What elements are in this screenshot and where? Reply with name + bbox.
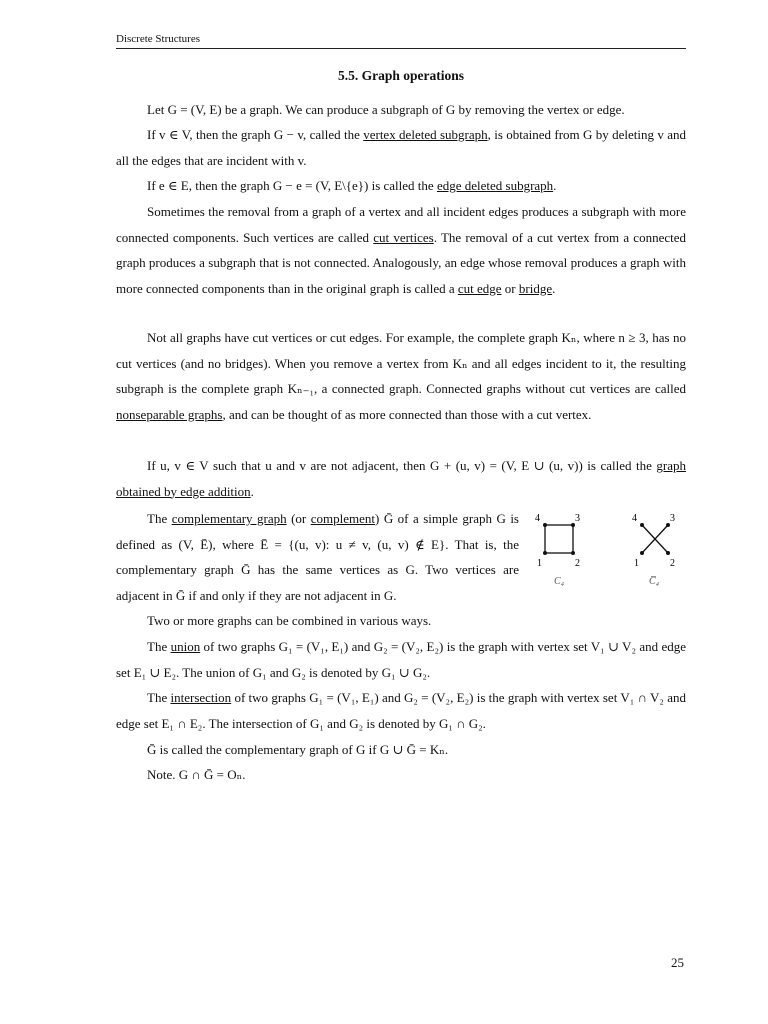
c4bar-vertex-4: [640, 523, 644, 527]
paragraph-5: [116, 325, 686, 427]
p5-text-a: Not all graphs have cut vertices or cut edges. For example, the complete graph Kₙ, where n ≥ 3, has no cut vertices (and no bridges). When you remove a vertex from Kₙ and all edges incident to it, the resulting subgraph is the complete graph Kₙ₋₁, a connected graph. Connected graphs without cut vertices are called: [116, 330, 686, 396]
c4bar-vertex-3: [666, 523, 670, 527]
paragraph-7: [116, 506, 519, 608]
p10-text-b: of two graphs G₁ = (V₁, E₁) and G₂ = (V₂, E₂) is the graph with vertex set V₁ ∩ V₂ and edge set E₁ ∩ E₂. The intersection of G₁ and G₂ is denoted by G₁ ∩ G₂.: [116, 690, 686, 731]
c4-label-4: 4: [535, 513, 540, 524]
term-edge-addition: graph obtained by edge addition: [116, 458, 686, 499]
c4-vertex-1: [543, 551, 547, 555]
c4bar-vertex-2: [666, 551, 670, 555]
graph-figure: [528, 506, 688, 590]
running-header: Discrete Structures: [116, 33, 686, 49]
c4-vertex-3: [571, 523, 575, 527]
paragraph-9: [116, 634, 686, 685]
term-cut-edge: cut edge: [457, 280, 502, 296]
c4bar-label-1: 1: [634, 558, 639, 569]
term-complementary-graph: complementary graph: [171, 511, 287, 526]
c4-label-3: 3: [575, 513, 580, 524]
paragraph-4: [116, 199, 686, 301]
paragraph-10: [116, 685, 686, 736]
p6-text-end: .: [250, 483, 254, 499]
c4bar-label-3: 3: [670, 513, 675, 524]
paragraph-8: Two or more graphs can be combined in various ways.: [147, 613, 432, 628]
p2-text-end: , is obtained from G by deleting v and all the edges that are incident with v.: [116, 127, 686, 168]
c4bar-label-4: 4: [632, 513, 637, 524]
section-title: 5.5. Graph operations: [337, 68, 464, 83]
c4bar-label-2: 2: [670, 558, 675, 569]
p3-text-end: .: [553, 178, 557, 193]
p6-text: If u, v ∈ V such that u and v are not adjacent, then G + (u, v) = (V, E ∪ (u, v)) is called the: [147, 458, 657, 473]
p9-text-b: of two graphs G₁ = (V₁, E₁) and G₂ = (V₂, E₂) is the graph with vertex set V₁ ∪ V₂ and edge set E₁ ∪ E₂. The union of G₁ and G₂ is denoted by G₁ ∪ G₂.: [116, 639, 687, 680]
term-edge-deleted-subgraph: edge deleted subgraph: [436, 178, 554, 193]
term-intersection: intersection: [170, 690, 232, 705]
c4bar-caption: C̅₄: [649, 576, 660, 587]
page-number: 25: [671, 955, 684, 970]
term-complement: complement: [310, 511, 376, 526]
paragraph-6: [116, 453, 686, 504]
c4-label-1: 1: [537, 558, 542, 569]
paragraph-1: Let G = (V, E) be a graph. We can produce a subgraph of G by removing the vertex or edge.: [147, 102, 625, 117]
p3-text: If e ∈ E, then the graph G − e = (V, E\{e}) is called the: [147, 178, 437, 193]
term-union: union: [170, 639, 201, 654]
paragraph-3: [116, 173, 686, 199]
term-nonseparable-graphs: nonseparable graphs: [116, 406, 223, 422]
c4-label-2: 2: [575, 558, 580, 569]
paragraph-12: Note. G ∩ Ḡ = Oₙ.: [147, 767, 246, 782]
p7-text-b: (or: [286, 511, 311, 526]
p4-text-c: or: [501, 280, 519, 296]
term-cut-vertices: cut vertices: [373, 229, 434, 245]
p10-text-a: The: [147, 690, 171, 705]
c4-vertex-4: [543, 523, 547, 527]
p4-text-a: Sometimes the removal from a graph of a vertex and all incident edges produces a subgraph with more connected components. Such vertices are called: [116, 204, 686, 245]
p9-text-a: The: [147, 639, 171, 654]
c4-caption: C₄: [554, 576, 565, 587]
p7-text-a: The: [147, 511, 172, 526]
p5-text-b: , and can be thought of as more connected than those with a cut vertex.: [222, 406, 592, 422]
c4-edges: [545, 525, 573, 553]
p4-text-b: . The removal of a cut vertex from a connected graph produces a subgraph that is not connected. Analogously, an edge whose removal produces a graph with more connected components than in the original graph is called a: [116, 229, 686, 296]
paragraph-2: [116, 122, 686, 173]
p7-text-c: ) Ḡ of a simple graph G is defined as (V, Ē), where Ē = {(u, v): u ≠ v, (u, v) ∉ E}. That is, the complementary graph Ḡ has the same vertices as G. Two vertices are adjacent in Ḡ if and only if they are not adjacent in G.: [116, 511, 519, 603]
c4-vertex-2: [571, 551, 575, 555]
p4-text-d: .: [552, 280, 556, 296]
c4-complement-graph: [632, 513, 675, 587]
paragraph-11: Ḡ is called the complementary graph of G if G ∪ Ḡ = Kₙ.: [147, 742, 449, 757]
c4-graph: [535, 513, 580, 587]
c4bar-vertex-1: [640, 551, 644, 555]
p2-text: If v ∈ V, then the graph G − v, called the: [147, 127, 364, 142]
term-bridge: bridge: [518, 280, 553, 296]
term-vertex-deleted-subgraph: vertex deleted subgraph: [363, 127, 488, 142]
